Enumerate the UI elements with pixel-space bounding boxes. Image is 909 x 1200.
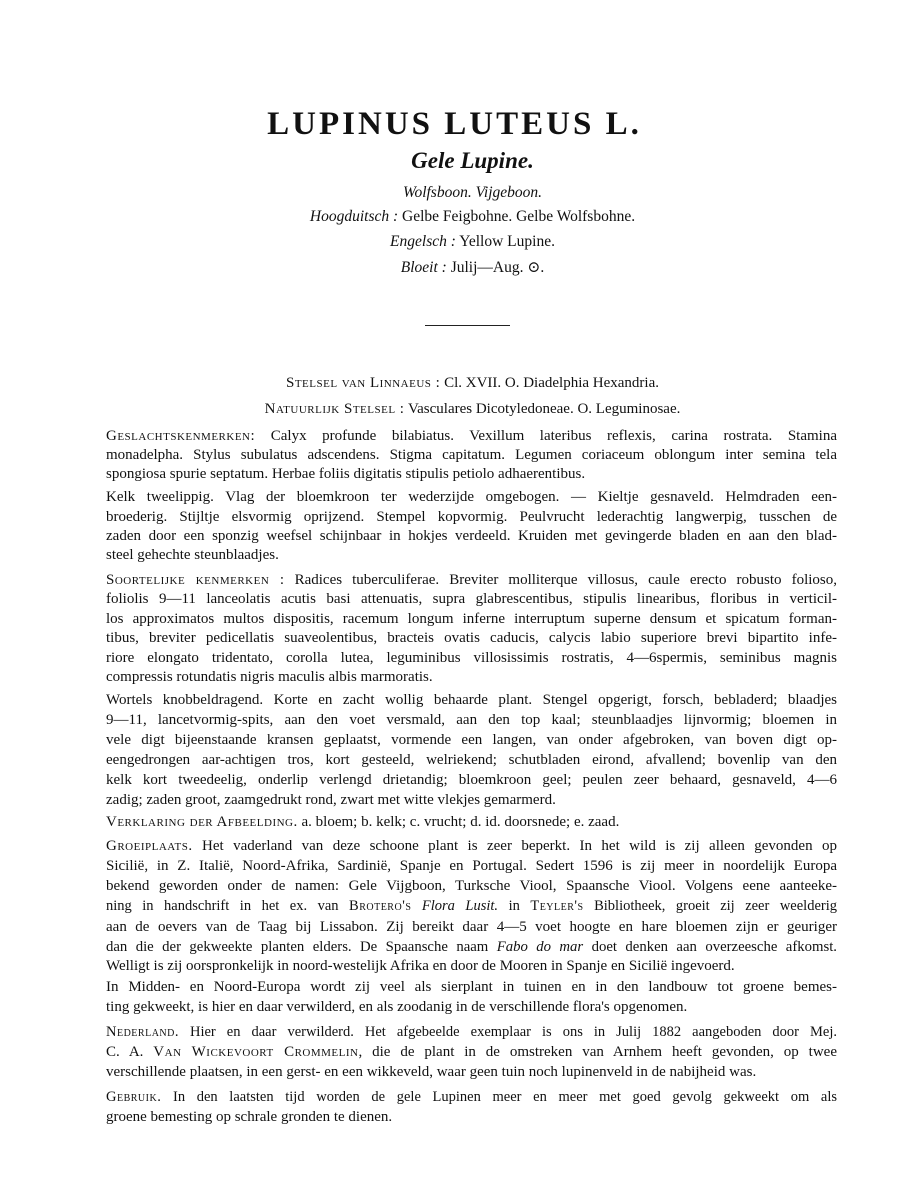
usage-line: Gebruik. In den laatsten tijd worden de gele Lupinen meer en meer met goed gevolg gekweekt om als <box>106 1089 837 1105</box>
figure-key <box>106 812 837 832</box>
species-dutch-line: kelk kort tweedeelig, onderlip verlengd drietandig; bloemkroon geel; peulen zeer behaard, gesnaveld, 4—6 <box>106 772 837 788</box>
figure-key-text: a. bloem; b. kelk; c. vrucht; d. id. doorsnede; e. zaad. <box>301 814 620 830</box>
species-latin-line: tibus, breviter pedicellatis suaveolentibus, bracteis ovatis caducis, calycis labio superiore brevi bipartito infe- <box>106 630 837 646</box>
genus-latin-line: Geslachtskenmerken: Calyx profunde bilabiatus. Vexillum lateribus reflexis, carina rostrata. Stamina <box>106 428 837 444</box>
genus-latin-line: monadelpha. Stylus subulatus adscendens. Stigma capitatum. Legumen coriaceum oblongum inter semina tela <box>106 447 837 463</box>
natural-system <box>18 399 909 419</box>
habitat-label: Groeiplaats. <box>106 838 193 854</box>
habitat-line: Welligt is zij oorspronkelijk in noord-westelijk Afrika en door de Mooren in Spanje en Sicilië ingevoerd. <box>106 958 735 974</box>
habitat-line: dan die der gekweekte planten elders. De Spaansche naam Fabo do mar doet denken aan overzeesche afkomst. <box>106 939 837 955</box>
english-value: Yellow Lupine. <box>459 233 555 250</box>
species-title: LUPINUS LUTEUS L. <box>267 106 642 142</box>
nederland-line: Nederland. Hier en daar verwilderd. Het afgebeelde exemplaar is ons in Julij 1882 aangeboden door Mej. <box>106 1024 837 1040</box>
species-dutch-line: vele digt bijeenstaande kransen geplaatst, vormende een langen, van onder afgebroken, van boven digt op- <box>106 732 837 748</box>
species-latin-line: riore elongato tridentato, corolla lutea, leguminibus villosissimis rostratis, 4—6spermis, seminibus magnis <box>106 650 837 666</box>
synonyms: Wolfsboon. Vijgeboon. <box>402 184 543 201</box>
habitat-line: ning in handschrift in het ex. van Brotero's Flora Lusit. in Teyler's Bibliotheek, groeit zij zeer weelderig <box>106 898 837 914</box>
german-label: Hoogduitsch : <box>309 208 399 225</box>
bloom-label: Bloeit : <box>400 259 447 276</box>
bloom-value: Julij—Aug. ⊙. <box>450 259 545 276</box>
library-teyler: Teyler's <box>530 898 584 914</box>
genus-dutch-line: Kelk tweelippig. Vlag der bloemkroon ter wederzijde omgebogen. — Kieltje gesnaveld. Helmdraden een- <box>106 489 837 505</box>
divider-rule <box>425 325 510 326</box>
nederland-line: C. A. Van Wickevoort Crommelin, die de plant in de omstreken van Arnhem heeft gevonden, op twee <box>106 1044 837 1060</box>
habitat-line: Groeiplaats. Het vaderland van deze schoone plant is zeer beperkt. In het wild is zij alleen gevonden op <box>106 838 837 854</box>
collector-name: Van Wickevoort Crommelin <box>153 1044 359 1060</box>
species-latin-line: compressis rotundatis nigris maculis albis marmoratis. <box>106 669 433 685</box>
species-dutch-line: Wortels knobbeldragend. Korte en zacht wollig behaarde plant. Stengel opgerigt, forsch, bebladerd; blaadjes <box>106 692 837 708</box>
usage-line: groene bemesting op schrale gronden te dienen. <box>106 1109 393 1125</box>
genus-dutch-line: broederig. Stijltje elsvormig oprijzend. Stempel kopvormig. Peulvrucht lederachtig langwerpig, tusschen de <box>106 509 837 525</box>
usage-label: Gebruik. <box>106 1089 162 1105</box>
genus-latin-line: spongiosa spurie septatum. Herbae foliis digitatis stipulis petiolo adhaerentibus. <box>106 466 586 482</box>
habitat-line: ting gekweekt, is hier en daar verwilderd, en als zoodanig in de verschillende flora's opgenomen. <box>106 999 688 1015</box>
habitat-line: bekend geworden onder de namen: Gele Vijgboon, Turksche Viool, Spaansche Viool. Volgens eene aanteeke- <box>106 878 837 894</box>
species-dutch-line: 9—11, lancetvormig-spits, aan den voet versmald, aan den top kaal; steunblaadjes lijnvormig; bloemen in <box>106 712 837 728</box>
author-brotero: Brotero's <box>349 898 412 914</box>
habitat-line: Sicilië, in Z. Italië, Noord-Afrika, Sardinië, Spanje en Portugal. Sedert 1596 is zij meer in noordelijk Europa <box>106 858 837 874</box>
habitat-line: In Midden- en Noord-Europa wordt zij veel als sierplant in tuinen en in den landbouw tot groene bemes- <box>106 979 837 995</box>
linnaeus-system <box>18 373 909 393</box>
species-latin-line: Soortelijke kenmerken : Radices tuberculiferae. Breviter molliterque villosus, caule erecto robusto folioso, <box>106 572 837 588</box>
genus-dutch-line: steel gehechte steunblaadjes. <box>106 547 279 563</box>
linnaeus-value: Cl. XVII. O. Diadelphia Hexandria. <box>444 375 659 391</box>
english-names <box>18 233 909 251</box>
linnaeus-label: Stelsel van Linnaeus : <box>285 375 441 391</box>
figure-key-label: Verklaring der Afbeelding. <box>106 814 298 830</box>
english-label: Engelsch : <box>390 233 456 250</box>
genus-dutch-line: zaden door een sponzig weefsel schijnbaar in hokjes verdeeld. Kruiden met gevingerde bladen en aan den blad- <box>106 528 837 544</box>
species-latin-line: los approximatos multos dispositis, racemum longum inferne interruptum superne densum et spicatum forman- <box>106 611 837 627</box>
species-latin-line: foliolis 9—11 lanceolatis acutis basi attenuatis, supra glabrescentibus, stipulis linearibus, floribus in verticil- <box>106 591 837 607</box>
species-dutch-line: zadig; zaden groot, zaamgedrukt rond, zwart met witte vlekjes gemarmerd. <box>106 792 556 808</box>
work-flora-lusit: Flora Lusit. <box>421 898 499 914</box>
habitat-line: aan de oevers van de Taag bij Lissabon. Zij bereikt daar 4—5 voet hoogte en hare bloemen zijn er geuriger <box>106 919 837 935</box>
nederland-line: verschillende plaatsen, in een gerst- en een wikkeveld, waar geen tuin noch lupinenveld in de nabijheid was. <box>106 1064 757 1080</box>
bloom-period <box>18 258 909 277</box>
species-label: Soortelijke kenmerken : <box>106 572 285 588</box>
german-value: Gelbe Feigbohne. Gelbe Wolfsbohne. <box>402 208 636 225</box>
nederland-label: Nederland. <box>106 1024 179 1040</box>
natural-value: Vasculares Dicotyledoneae. O. Leguminosae. <box>407 401 681 417</box>
german-names <box>18 208 909 226</box>
species-dutch-line: eengedrongen aar-achtigen tros, kort gesteeld, welriekend; schutbladen eirond, afvallend; bovenlip van den <box>106 752 837 768</box>
natural-label: Natuurlijk Stelsel : <box>264 401 405 417</box>
genus-label: Geslachtskenmerken: <box>106 428 256 444</box>
spanish-name: Fabo do mar <box>496 939 584 955</box>
common-name: Gele Lupine. <box>411 148 534 173</box>
